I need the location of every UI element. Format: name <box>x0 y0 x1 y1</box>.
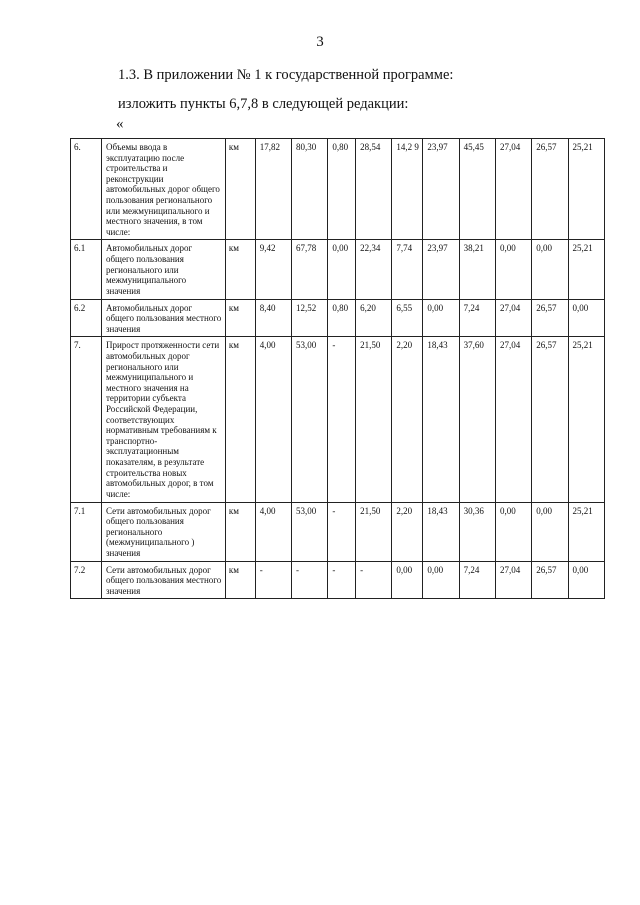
value-cell: 2,20 <box>392 502 423 561</box>
value-cell: 26,57 <box>532 299 568 337</box>
unit-cell: км <box>225 337 255 502</box>
value-cell: 0,00 <box>392 561 423 599</box>
value-cell: 80,30 <box>292 139 328 240</box>
value-cell: 53,00 <box>292 502 328 561</box>
value-cell: 26,57 <box>532 561 568 599</box>
value-cell: 4,00 <box>255 502 291 561</box>
value-cell: 23,97 <box>423 139 459 240</box>
value-cell: 7,74 <box>392 240 423 299</box>
indicator-name-cell: Прирост протяженности сети автомобильных дорог регионального или межмуниципального и местного значения на территории субъекта Российской Федерации, соответствующих нормативным требованиям к транспортно-эксплуатационным показателям, в результате строительства новых автомобильных дорог, в том числе: <box>101 337 225 502</box>
row-number-cell: 6.2 <box>71 299 102 337</box>
value-cell: 37,60 <box>459 337 495 502</box>
table-row <box>71 240 605 299</box>
unit-cell: км <box>225 299 255 337</box>
value-cell: 0,00 <box>532 502 568 561</box>
table-row <box>71 561 605 599</box>
amendment-heading: 1.3. В приложении № 1 к государственной программе: <box>118 67 454 83</box>
row-number-cell: 7.1 <box>71 502 102 561</box>
value-cell: 25,21 <box>568 337 604 502</box>
unit-cell: км <box>225 240 255 299</box>
indicator-name-cell: Сети автомобильных дорог общего пользования регионального (межмуниципального ) значения <box>101 502 225 561</box>
value-cell: - <box>292 561 328 599</box>
value-cell: 53,00 <box>292 337 328 502</box>
value-cell: - <box>328 337 356 502</box>
value-cell: 6,55 <box>392 299 423 337</box>
value-cell: 0,00 <box>568 299 604 337</box>
table-row <box>71 337 605 502</box>
value-cell: 27,04 <box>495 561 531 599</box>
value-cell: 28,54 <box>356 139 392 240</box>
table-row <box>71 139 605 240</box>
table-row <box>71 299 605 337</box>
value-cell: 0,00 <box>495 502 531 561</box>
value-cell: 27,04 <box>495 139 531 240</box>
value-cell: 26,57 <box>532 139 568 240</box>
value-cell: 0,00 <box>328 240 356 299</box>
value-cell: 38,21 <box>459 240 495 299</box>
row-number-cell: 7. <box>71 337 102 502</box>
table-row <box>71 502 605 561</box>
value-cell: 67,78 <box>292 240 328 299</box>
value-cell: 0,00 <box>532 240 568 299</box>
value-cell: - <box>328 502 356 561</box>
value-cell: - <box>328 561 356 599</box>
row-number-cell: 7.2 <box>71 561 102 599</box>
row-number-cell: 6.1 <box>71 240 102 299</box>
value-cell: 21,50 <box>356 337 392 502</box>
value-cell: 6,20 <box>356 299 392 337</box>
value-cell: 0,00 <box>568 561 604 599</box>
table-body <box>71 139 605 599</box>
value-cell: 0,00 <box>495 240 531 299</box>
indicator-name-cell: Сети автомобильных дорог общего пользования местного значения <box>101 561 225 599</box>
indicator-name-cell: Автомобильных дорог общего пользования местного значения <box>101 299 225 337</box>
row-number-cell: 6. <box>71 139 102 240</box>
value-cell: 18,43 <box>423 502 459 561</box>
unit-cell: км <box>225 561 255 599</box>
value-cell: 0,00 <box>423 561 459 599</box>
value-cell: 12,52 <box>292 299 328 337</box>
value-cell: 23,97 <box>423 240 459 299</box>
value-cell: 14,2 9 <box>392 139 423 240</box>
value-cell: 7,24 <box>459 299 495 337</box>
value-cell: 27,04 <box>495 299 531 337</box>
value-cell: - <box>255 561 291 599</box>
value-cell: 22,34 <box>356 240 392 299</box>
value-cell: 4,00 <box>255 337 291 502</box>
unit-cell: км <box>225 502 255 561</box>
value-cell: 27,04 <box>495 337 531 502</box>
value-cell: 30,36 <box>459 502 495 561</box>
value-cell: 25,21 <box>568 139 604 240</box>
page-number: 3 <box>316 34 324 50</box>
value-cell: 21,50 <box>356 502 392 561</box>
value-cell: 0,80 <box>328 299 356 337</box>
value-cell: 45,45 <box>459 139 495 240</box>
amendment-instruction: изложить пункты 6,7,8 в следующей редакции: <box>118 96 409 112</box>
value-cell: 17,82 <box>255 139 291 240</box>
value-cell: 26,57 <box>532 337 568 502</box>
indicator-name-cell: Объемы ввода в эксплуатацию после строительства и реконструкции автомобильных дорог общего пользования регионального или межмуниципального и местного значения, в том числе: <box>101 139 225 240</box>
value-cell: 25,21 <box>568 502 604 561</box>
indicator-name-cell: Автомобильных дорог общего пользования регионального или межмуниципального значения <box>101 240 225 299</box>
value-cell: - <box>356 561 392 599</box>
value-cell: 25,21 <box>568 240 604 299</box>
value-cell: 7,24 <box>459 561 495 599</box>
value-cell: 9,42 <box>255 240 291 299</box>
value-cell: 8,40 <box>255 299 291 337</box>
value-cell: 2,20 <box>392 337 423 502</box>
value-cell: 18,43 <box>423 337 459 502</box>
value-cell: 0,00 <box>423 299 459 337</box>
opening-quote: « <box>116 116 124 132</box>
program-indicators-table <box>70 138 605 599</box>
unit-cell: км <box>225 139 255 240</box>
value-cell: 0,80 <box>328 139 356 240</box>
